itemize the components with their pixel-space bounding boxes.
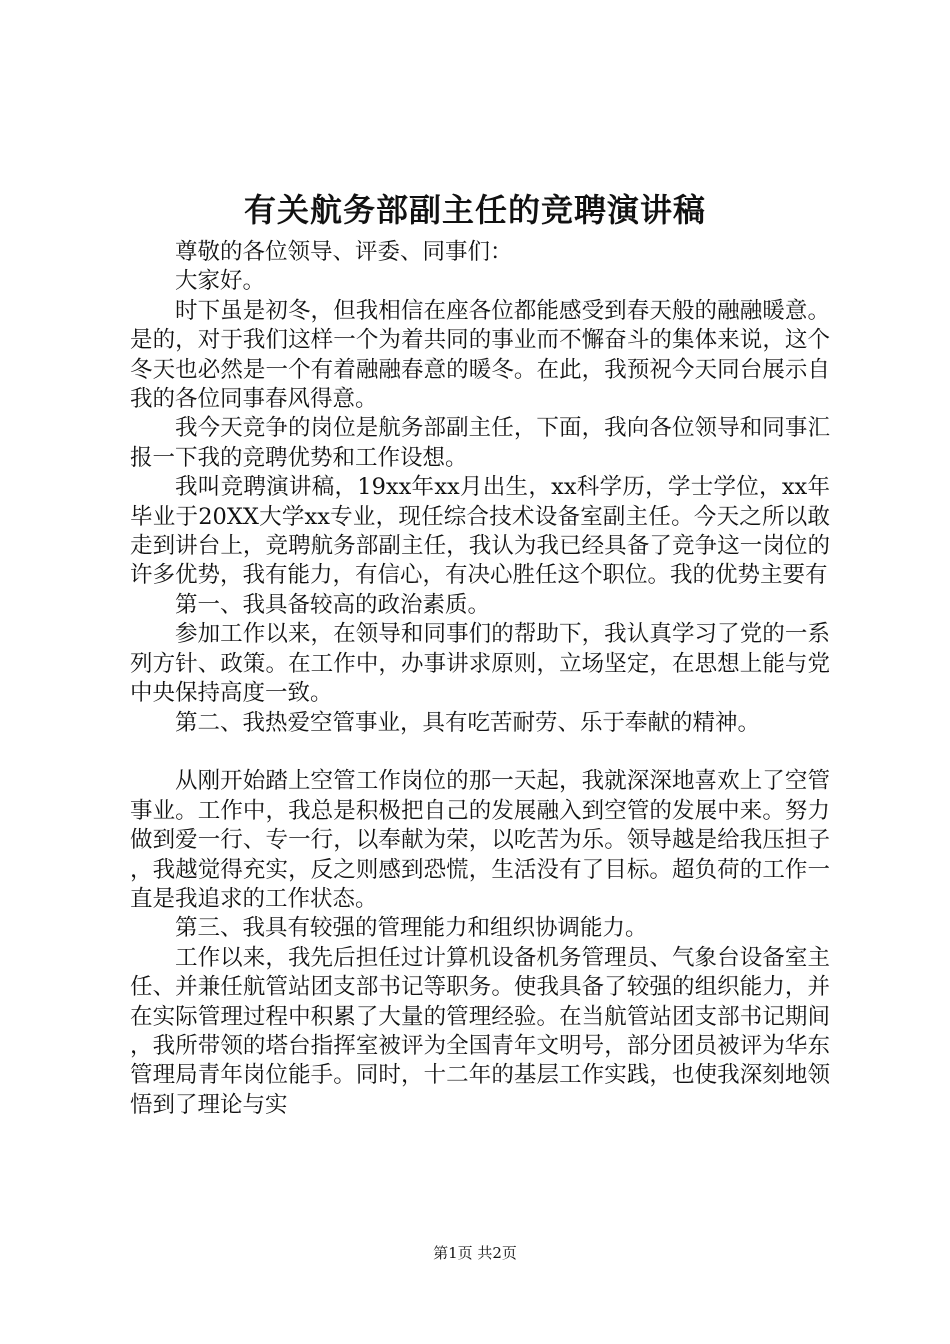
document-title: 有关航务部副主任的竞聘演讲稿 (243, 191, 706, 229)
paragraph-dedication: 从刚开始踏上空管工作岗位的那一天起，我就深深地喜欢上了空管事业。工作中，我总是积极把自己的发展融入到空管的发展中来。努力做到爱一行、专一行，以奉献为荣，以吃苦为乐。领导越是给我压担子，我越觉得充实，反之则感到恐慌，生活没有了目标。超负荷的工作一直是我追求的工作状态。 (130, 768, 830, 912)
paragraph-salutation: 尊敬的各位领导、评委、同事们： (175, 239, 513, 265)
paragraph-position: 我今天竞争的岗位是航务部副主任，下面，我向各位领导和同事汇报一下我的竞聘优势和工作设想。 (130, 415, 830, 471)
paragraph-heading-first: 第一、我具备较高的政治素质。 (175, 591, 491, 618)
paragraph-opening: 时下虽是初冬，但我相信在座各位都能感受到春天般的融融暖意。是的，对于我们这样一个为着共同的事业而不懈奋斗的集体来说，这个冬天也必然是一个有着融融春意的暖冬。在此，我预祝今天同台展示自我的各位同事春风得意。 (130, 297, 830, 413)
document-body (130, 238, 830, 1120)
page-footer: 第1页 共2页 (433, 1244, 517, 1262)
paragraph-political: 参加工作以来，在领导和同事们的帮助下，我认真学习了党的一系列方针、政策。在工作中，办事讲求原则，立场坚定，在思想上能与党中央保持高度一致。 (130, 621, 830, 707)
paragraph-heading-second: 第二、我热爱空管事业，具有吃苦耐劳、乐于奉献的精神。 (175, 709, 761, 736)
paragraph-greeting: 大家好。 (175, 268, 266, 295)
paragraph-self-intro: 我叫竞聘演讲稿，19xx年xx月出生，xx科学历，学士学位，xx年毕业于20XX大学xx专业，现任综合技术设备室副主任。今天之所以敢走到讲台上，竞聘航务部副主任，我认为我已经具备了竞争这一岗位的许多优势，我有能力，有信心，有决心胜任这个职位。我的优势主要有 (130, 474, 830, 589)
paragraph-management: 工作以来，我先后担任过计算机设备机务管理员、气象台设备室主任、并兼任航管站团支部书记等职务。使我具备了较强的组织能力，并在实际管理过程中积累了大量的管理经验。在当航管站团支部书记期间，我所带领的塔台指挥室被评为全国青年文明号，部分团员被评为华东管理局青年岗位能手。同时，十二年的基层工作实践，也使我深刻地领悟到了理论与实 (130, 944, 830, 1118)
paragraph-heading-third: 第三、我具有较强的管理能力和组织协调能力。 (175, 915, 648, 942)
